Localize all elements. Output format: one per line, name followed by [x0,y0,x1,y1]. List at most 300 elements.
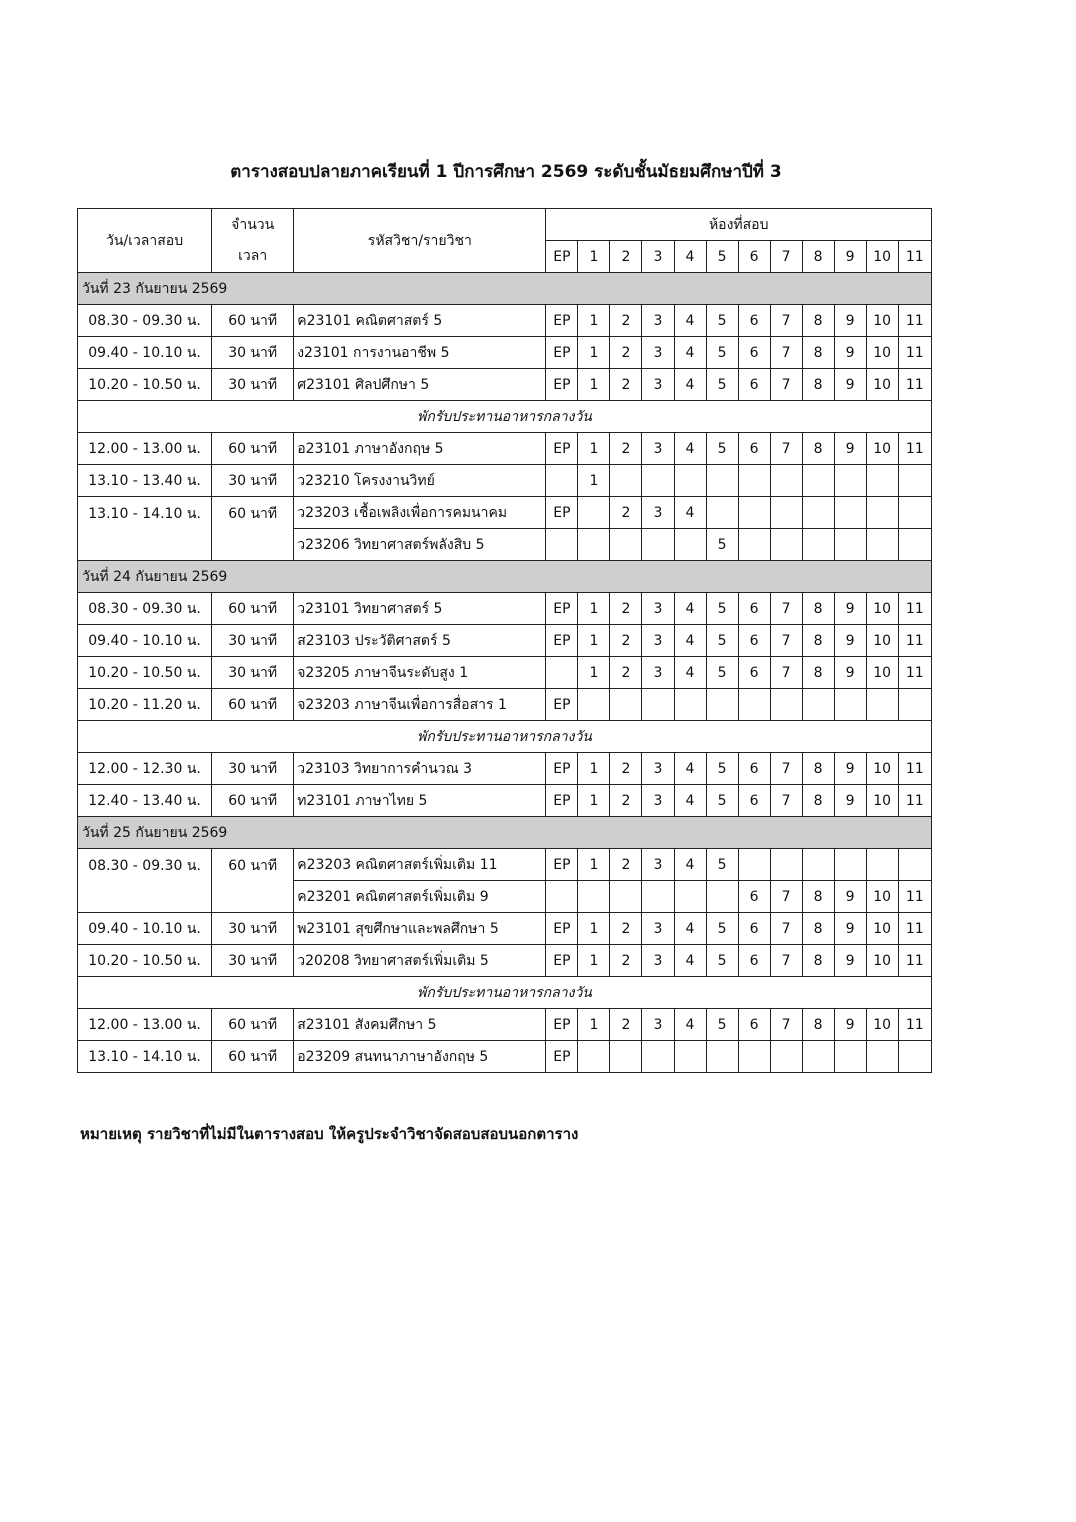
room-cell [834,689,866,721]
room-cell: 3 [642,785,674,817]
lunch-break-label: พักรับประทานอาหารกลางวัน [78,977,932,1009]
header-room-col: 3 [642,241,674,273]
room-cell: 10 [866,785,898,817]
lunch-break-row [78,401,932,433]
room-cell: 6 [738,913,770,945]
room-cell: 3 [642,369,674,401]
room-cell [642,881,674,913]
exam-subject: ค23101 คณิตศาสตร์ 5 [294,305,546,337]
header-room-col: EP [546,241,578,273]
room-cell: 8 [802,913,834,945]
room-cell: EP [546,689,578,721]
room-cell: 1 [578,753,610,785]
room-cell [706,1041,738,1073]
room-cell: 1 [578,1009,610,1041]
exam-time: 09.40 - 10.10 น. [78,337,212,369]
exam-subject: ส23101 สังคมศึกษา 5 [294,1009,546,1041]
exam-schedule-table [77,208,932,1073]
room-cell: 4 [674,945,706,977]
room-cell [770,497,802,529]
table-row [78,753,932,785]
room-cell: 3 [642,593,674,625]
exam-time: 10.20 - 10.50 น. [78,945,212,977]
exam-subject: ส23103 ประวัติศาสตร์ 5 [294,625,546,657]
room-cell: 1 [578,465,610,497]
room-cell: 10 [866,369,898,401]
room-cell: 10 [866,913,898,945]
room-cell: 6 [738,657,770,689]
room-cell: 1 [578,849,610,881]
room-cell [898,689,931,721]
header-room-col: 10 [866,241,898,273]
room-cell: 3 [642,337,674,369]
day-row [78,817,932,849]
room-cell: 5 [706,625,738,657]
room-cell: EP [546,497,578,529]
room-cell [610,529,642,561]
room-cell: 9 [834,881,866,913]
room-cell: 10 [866,657,898,689]
exam-time: 13.10 - 14.10 น. [78,497,212,561]
room-cell [802,529,834,561]
exam-duration: 60 นาที [212,305,294,337]
exam-duration: 30 นาที [212,625,294,657]
schedule-body [78,273,932,1073]
room-cell: 8 [802,625,834,657]
room-cell [642,1041,674,1073]
room-cell: 6 [738,881,770,913]
room-cell [770,1041,802,1073]
room-cell: 6 [738,625,770,657]
exam-time: 08.30 - 09.30 น. [78,849,212,913]
exam-subject: พ23101 สุขศึกษาและพลศึกษา 5 [294,913,546,945]
room-cell: 10 [866,593,898,625]
page-title: ตารางสอบปลายภาคเรียนที่ 1 ปีการศึกษา 2569 ระดับชั้นมัธยมศึกษาปีที่ 3 [230,162,782,182]
room-cell: 2 [610,593,642,625]
exam-time: 12.40 - 13.40 น. [78,785,212,817]
room-cell: 2 [610,657,642,689]
room-cell: 2 [610,369,642,401]
table-row [78,945,932,977]
room-cell: 3 [642,497,674,529]
room-cell: 1 [578,625,610,657]
room-cell: EP [546,305,578,337]
room-cell: 5 [706,913,738,945]
room-cell: EP [546,625,578,657]
room-cell: 11 [898,433,931,465]
room-cell [610,1041,642,1073]
exam-subject: ค23203 คณิตศาสตร์เพิ่มเติม 11 [294,849,546,881]
room-cell: 2 [610,913,642,945]
exam-duration: 60 นาที [212,849,294,913]
room-cell [738,689,770,721]
room-cell: 11 [898,305,931,337]
exam-time: 10.20 - 10.50 น. [78,369,212,401]
room-cell: 5 [706,529,738,561]
room-cell: 1 [578,913,610,945]
room-cell: 1 [578,785,610,817]
room-cell [866,465,898,497]
room-cell: 9 [834,1009,866,1041]
room-cell [898,529,931,561]
room-cell [546,529,578,561]
exam-time: 10.20 - 10.50 น. [78,657,212,689]
room-cell [770,849,802,881]
day-label: วันที่ 25 กันยายน 2569 [78,817,932,849]
room-cell: EP [546,433,578,465]
room-cell: 3 [642,753,674,785]
room-cell: 9 [834,913,866,945]
room-cell [674,1041,706,1073]
day-label: วันที่ 24 กันยายน 2569 [78,561,932,593]
room-cell: 7 [770,305,802,337]
room-cell: 7 [770,753,802,785]
header-room-col: 5 [706,241,738,273]
table-row [78,1009,932,1041]
exam-subject: ว20208 วิทยาศาสตร์เพิ่มเติม 5 [294,945,546,977]
room-cell [802,689,834,721]
room-cell: 7 [770,785,802,817]
room-cell [770,529,802,561]
room-cell: 4 [674,849,706,881]
room-cell: 5 [706,1009,738,1041]
room-cell: 5 [706,785,738,817]
room-cell: 4 [674,1009,706,1041]
room-cell: 11 [898,913,931,945]
room-cell: 7 [770,657,802,689]
exam-duration: 60 นาที [212,497,294,561]
exam-time: 12.00 - 12.30 น. [78,753,212,785]
room-cell [674,529,706,561]
room-cell: EP [546,753,578,785]
room-cell: 6 [738,785,770,817]
room-cell [898,1041,931,1073]
room-cell: 1 [578,305,610,337]
room-cell: 7 [770,433,802,465]
room-cell: 7 [770,593,802,625]
room-cell [738,849,770,881]
room-cell: 11 [898,945,931,977]
room-cell [610,881,642,913]
room-cell [674,881,706,913]
room-cell: 8 [802,657,834,689]
room-cell [866,689,898,721]
room-cell [898,497,931,529]
room-cell: 6 [738,945,770,977]
room-cell: 10 [866,881,898,913]
room-cell: 8 [802,337,834,369]
header-row-1 [78,209,932,241]
room-cell: 8 [802,881,834,913]
exam-time: 13.10 - 14.10 น. [78,1041,212,1073]
exam-subject: ศ23101 ศิลปศึกษา 5 [294,369,546,401]
exam-subject: อ23101 ภาษาอังกฤษ 5 [294,433,546,465]
room-cell [706,881,738,913]
room-cell [770,465,802,497]
room-cell [642,465,674,497]
room-cell: 3 [642,625,674,657]
exam-subject: จ23203 ภาษาจีนเพื่อการสื่อสาร 1 [294,689,546,721]
header-duration-top: จำนวน [212,209,294,241]
room-cell [898,465,931,497]
room-cell [578,497,610,529]
header-room-col: 8 [802,241,834,273]
room-cell: 8 [802,945,834,977]
day-label: วันที่ 23 กันยายน 2569 [78,273,932,305]
room-cell: 4 [674,305,706,337]
room-cell: 11 [898,1009,931,1041]
room-cell: 3 [642,945,674,977]
day-row [78,561,932,593]
room-cell: 11 [898,785,931,817]
room-cell: 9 [834,433,866,465]
exam-duration: 30 นาที [212,945,294,977]
room-cell: 1 [578,593,610,625]
table-row [78,593,932,625]
room-cell: 10 [866,945,898,977]
room-cell: 9 [834,625,866,657]
room-cell [738,465,770,497]
exam-duration: 60 นาที [212,1041,294,1073]
room-cell: 7 [770,913,802,945]
header-room-col: 7 [770,241,802,273]
room-cell: 11 [898,881,931,913]
room-cell: 7 [770,945,802,977]
lunch-break-label: พักรับประทานอาหารกลางวัน [78,721,932,753]
exam-time: 09.40 - 10.10 น. [78,913,212,945]
room-cell [546,465,578,497]
room-cell: 6 [738,337,770,369]
room-cell: 5 [706,337,738,369]
room-cell: 2 [610,625,642,657]
table-row [78,337,932,369]
room-cell [834,1041,866,1073]
room-cell: 1 [578,657,610,689]
exam-duration: 30 นาที [212,753,294,785]
room-cell [706,497,738,529]
exam-time: 09.40 - 10.10 น. [78,625,212,657]
room-cell [674,689,706,721]
room-cell: 10 [866,753,898,785]
table-row [78,465,932,497]
room-cell: EP [546,945,578,977]
room-cell: 2 [610,945,642,977]
room-cell [866,1041,898,1073]
table-row [78,657,932,689]
room-cell [546,657,578,689]
room-cell [770,689,802,721]
room-cell: 2 [610,1009,642,1041]
day-row [78,273,932,305]
room-cell: EP [546,593,578,625]
room-cell: 10 [866,337,898,369]
room-cell: 4 [674,433,706,465]
room-cell: 11 [898,753,931,785]
room-cell [866,497,898,529]
exam-subject: อ23209 สนทนาภาษาอังกฤษ 5 [294,1041,546,1073]
room-cell: 1 [578,337,610,369]
room-cell [866,529,898,561]
room-cell: 5 [706,945,738,977]
room-cell: 3 [642,849,674,881]
room-cell: 9 [834,753,866,785]
footnote: หมายเหตุ รายวิชาที่ไม่มีในตารางสอบ ให้ครูประจำวิชาจัดสอบสอบนอกตาราง [80,1125,579,1143]
exam-time: 12.00 - 13.00 น. [78,1009,212,1041]
exam-time: 12.00 - 13.00 น. [78,433,212,465]
room-cell: EP [546,337,578,369]
table-row [78,497,932,529]
room-cell [738,497,770,529]
room-cell [642,529,674,561]
room-cell: 11 [898,337,931,369]
table-row [78,305,932,337]
room-cell: EP [546,1041,578,1073]
room-cell: 8 [802,593,834,625]
room-cell: 5 [706,849,738,881]
table-row [78,625,932,657]
room-cell: 11 [898,625,931,657]
table-row [78,369,932,401]
room-cell: 8 [802,369,834,401]
table-row [78,1041,932,1073]
exam-time: 08.30 - 09.30 น. [78,305,212,337]
room-cell: 4 [674,337,706,369]
room-cell: 5 [706,369,738,401]
room-cell: 6 [738,305,770,337]
room-cell: 8 [802,305,834,337]
exam-duration: 30 นาที [212,913,294,945]
lunch-break-row [78,721,932,753]
room-cell [578,529,610,561]
room-cell: EP [546,849,578,881]
room-cell: 2 [610,305,642,337]
exam-subject: ว23210 โครงงานวิทย์ [294,465,546,497]
room-cell: 3 [642,305,674,337]
room-cell: 5 [706,433,738,465]
room-cell: EP [546,785,578,817]
header-room-col: 6 [738,241,770,273]
exam-duration: 60 นาที [212,433,294,465]
room-cell: 6 [738,369,770,401]
exam-duration: 30 นาที [212,657,294,689]
room-cell [578,881,610,913]
exam-time: 10.20 - 11.20 น. [78,689,212,721]
room-cell: 3 [642,657,674,689]
exam-duration: 30 นาที [212,369,294,401]
room-cell: 7 [770,625,802,657]
table-row [78,913,932,945]
room-cell: 4 [674,913,706,945]
header-room-col: 4 [674,241,706,273]
room-cell [802,497,834,529]
room-cell: 9 [834,305,866,337]
table-row [78,849,932,881]
room-cell: 9 [834,593,866,625]
room-cell [642,689,674,721]
room-cell: 8 [802,785,834,817]
room-cell: 5 [706,753,738,785]
room-cell: 10 [866,1009,898,1041]
room-cell [866,849,898,881]
exam-subject: ค23201 คณิตศาสตร์เพิ่มเติม 9 [294,881,546,913]
room-cell [834,529,866,561]
exam-subject: ว23206 วิทยาศาสตร์พลังสิบ 5 [294,529,546,561]
room-cell: 10 [866,433,898,465]
room-cell: 6 [738,753,770,785]
room-cell: 9 [834,785,866,817]
room-cell: 7 [770,1009,802,1041]
header-subject: รหัสวิชา/รายวิชา [294,209,546,273]
room-cell: 8 [802,433,834,465]
exam-duration: 60 นาที [212,593,294,625]
room-cell [834,849,866,881]
room-cell: 4 [674,369,706,401]
room-cell: 1 [578,369,610,401]
room-cell: 6 [738,433,770,465]
room-cell: 6 [738,1009,770,1041]
room-cell: 4 [674,785,706,817]
room-cell: 8 [802,753,834,785]
room-cell: 7 [770,881,802,913]
exam-time: 08.30 - 09.30 น. [78,593,212,625]
room-cell: 3 [642,913,674,945]
table-row [78,785,932,817]
room-cell: 2 [610,753,642,785]
room-cell: 1 [578,945,610,977]
header-room-col: 11 [898,241,931,273]
exam-duration: 60 นาที [212,785,294,817]
room-cell [706,689,738,721]
room-cell [802,849,834,881]
room-cell: 4 [674,753,706,785]
exam-time: 13.10 - 13.40 น. [78,465,212,497]
room-cell: 4 [674,593,706,625]
header-room-col: 2 [610,241,642,273]
room-cell: 3 [642,433,674,465]
table-row [78,433,932,465]
room-cell: 4 [674,497,706,529]
room-cell: 9 [834,657,866,689]
room-cell: 9 [834,337,866,369]
lunch-break-label: พักรับประทานอาหารกลางวัน [78,401,932,433]
room-cell: 2 [610,433,642,465]
room-cell: 5 [706,593,738,625]
room-cell: 6 [738,593,770,625]
exam-subject: ว23103 วิทยาการคำนวณ 3 [294,753,546,785]
room-cell [738,529,770,561]
room-cell [610,689,642,721]
room-cell: 2 [610,497,642,529]
exam-subject: ว23101 วิทยาศาสตร์ 5 [294,593,546,625]
room-cell: 4 [674,657,706,689]
exam-subject: ง23101 การงานอาชีพ 5 [294,337,546,369]
room-cell [610,465,642,497]
room-cell: 10 [866,625,898,657]
room-cell [738,1041,770,1073]
room-cell: 3 [642,1009,674,1041]
exam-subject: จ23205 ภาษาจีนระดับสูง 1 [294,657,546,689]
room-cell: 5 [706,305,738,337]
room-cell [706,465,738,497]
room-cell [834,497,866,529]
room-cell: 2 [610,849,642,881]
room-cell: 11 [898,369,931,401]
room-cell [802,465,834,497]
room-cell: 9 [834,945,866,977]
room-cell: EP [546,1009,578,1041]
header-room-col: 9 [834,241,866,273]
room-cell [546,881,578,913]
